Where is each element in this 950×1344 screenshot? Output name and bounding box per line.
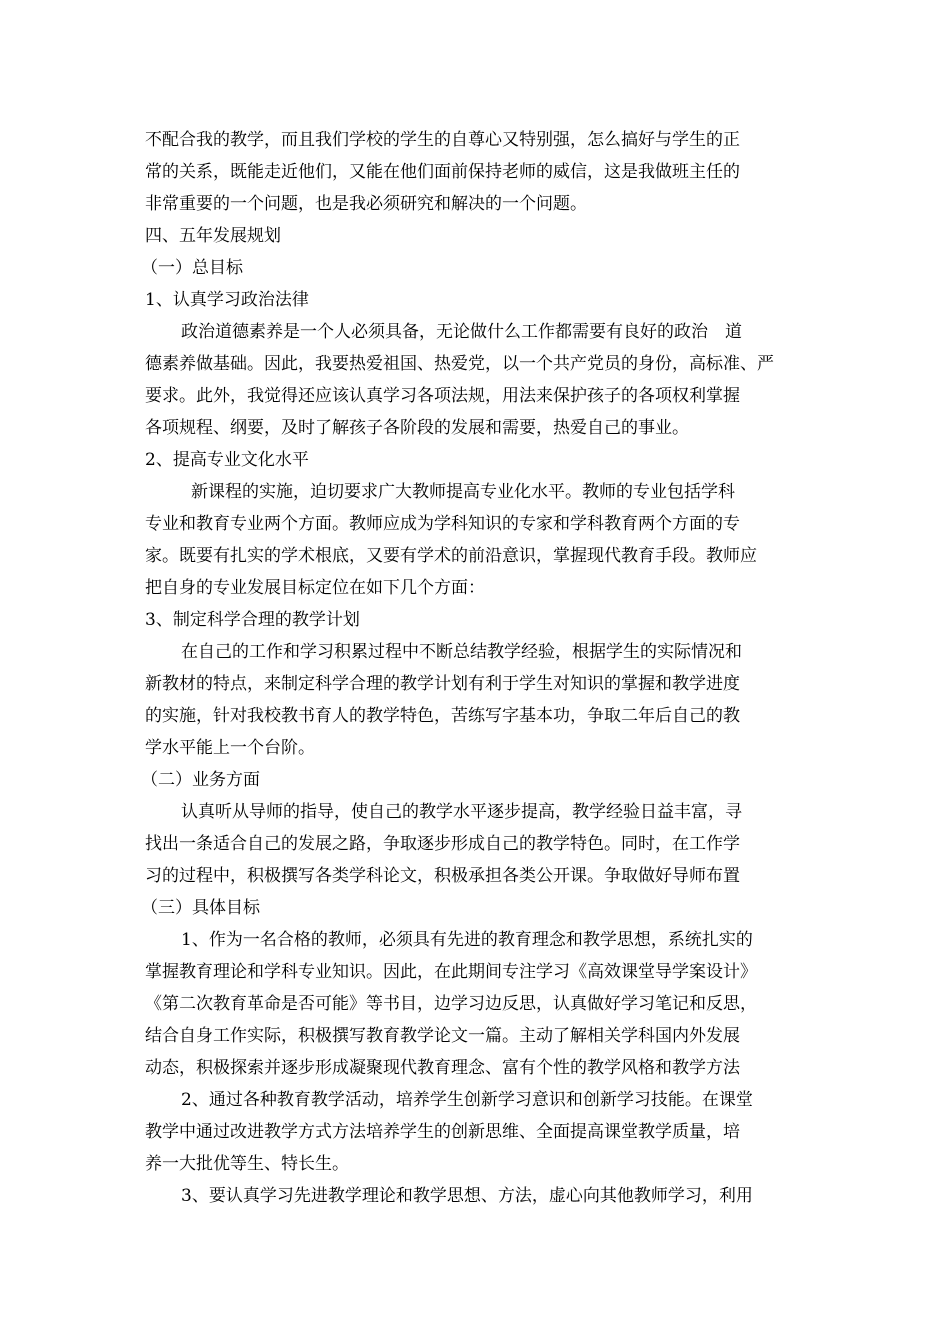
paragraph-line: 掌握教育理论和学科专业知识。因此，在此期间专注学习《高效课堂导学案设计》 xyxy=(145,962,757,982)
subsection-heading: （二）业务方面 xyxy=(141,770,260,790)
paragraph-line: 把自身的专业发展目标定位在如下几个方面： xyxy=(145,578,485,598)
paragraph-line: 动态，积极探索并逐步形成凝聚现代教育理念、富有个性的教学风格和教学方法 xyxy=(145,1058,740,1078)
item-heading: 1、认真学习政治法律 xyxy=(145,290,309,310)
paragraph-line: 德素养做基础。因此，我要热爱祖国、热爱党，以一个共产党员的身份，高标准、严 xyxy=(145,354,774,374)
paragraph-line: 不配合我的教学，而且我们学校的学生的自尊心又特别强，怎么搞好与学生的正 xyxy=(145,130,740,150)
paragraph-line: 2、通过各种教育教学活动，培养学生创新学习意识和创新学习技能。在课堂 xyxy=(181,1090,753,1110)
paragraph-line: 家。既要有扎实的学术根底，又要有学术的前沿意识，掌握现代教育手段。教师应 xyxy=(145,546,757,566)
item-heading: 2、提高专业文化水平 xyxy=(145,450,309,470)
paragraph-line: 在自己的工作和学习积累过程中不断总结教学经验，根据学生的实际情况和 xyxy=(181,642,742,662)
paragraph-line: 养一大批优等生、特长生。 xyxy=(145,1154,349,1174)
paragraph-line: 常的关系，既能走近他们，又能在他们面前保持老师的威信，这是我做班主任的 xyxy=(145,162,740,182)
paragraph-line: 1、作为一名合格的教师，必须具有先进的教育理念和教学思想，系统扎实的 xyxy=(181,930,753,950)
paragraph-line: 《第二次教育革命是否可能》等书目，边学习边反思，认真做好学习笔记和反思， xyxy=(145,994,757,1014)
paragraph-line: 新课程的实施，迫切要求广大教师提高专业化水平。教师的专业包括学科 xyxy=(191,482,735,502)
section-heading: 四、五年发展规划 xyxy=(145,226,281,246)
paragraph-line: 要求。此外，我觉得还应该认真学习各项法规，用法来保护孩子的各项权利掌握 xyxy=(145,386,740,406)
paragraph-line: 的实施，针对我校教书育人的教学特色，苦练写字基本功，争取二年后自己的教 xyxy=(145,706,740,726)
paragraph-line: 认真听从导师的指导，使自己的教学水平逐步提高，教学经验日益丰富，寻 xyxy=(181,802,742,822)
paragraph-line: 各项规程、纲要，及时了解孩子各阶段的发展和需要，热爱自己的事业。 xyxy=(145,418,689,438)
paragraph-line: 专业和教育专业两个方面。教师应成为学科知识的专家和学科教育两个方面的专 xyxy=(145,514,740,534)
paragraph-line: 新教材的特点，来制定科学合理的教学计划有利于学生对知识的掌握和教学进度 xyxy=(145,674,740,694)
subsection-heading: （一）总目标 xyxy=(141,258,243,278)
paragraph-line: 政治道德素养是一个人必须具备，无论做什么工作都需要有良好的政治 道 xyxy=(181,322,742,342)
paragraph-line: 习的过程中，积极撰写各类学科论文，积极承担各类公开课。争取做好导师布置 xyxy=(145,866,740,886)
paragraph-line: 结合自身工作实际，积极撰写教育教学论文一篇。主动了解相关学科国内外发展 xyxy=(145,1026,740,1046)
paragraph-line: 学水平能上一个台阶。 xyxy=(145,738,315,758)
item-heading: 3、制定科学合理的教学计划 xyxy=(145,610,360,630)
subsection-heading: （三）具体目标 xyxy=(141,898,260,918)
paragraph-line: 3、要认真学习先进教学理论和教学思想、方法，虚心向其他教师学习，利用 xyxy=(181,1186,753,1206)
paragraph-line: 教学中通过改进教学方式方法培养学生的创新思维、全面提高课堂教学质量，培 xyxy=(145,1122,740,1142)
paragraph-line: 找出一条适合自己的发展之路，争取逐步形成自己的教学特色。同时，在工作学 xyxy=(145,834,740,854)
paragraph-line: 非常重要的一个问题，也是我必须研究和解决的一个问题。 xyxy=(145,194,587,214)
document-page xyxy=(141,124,810,1212)
